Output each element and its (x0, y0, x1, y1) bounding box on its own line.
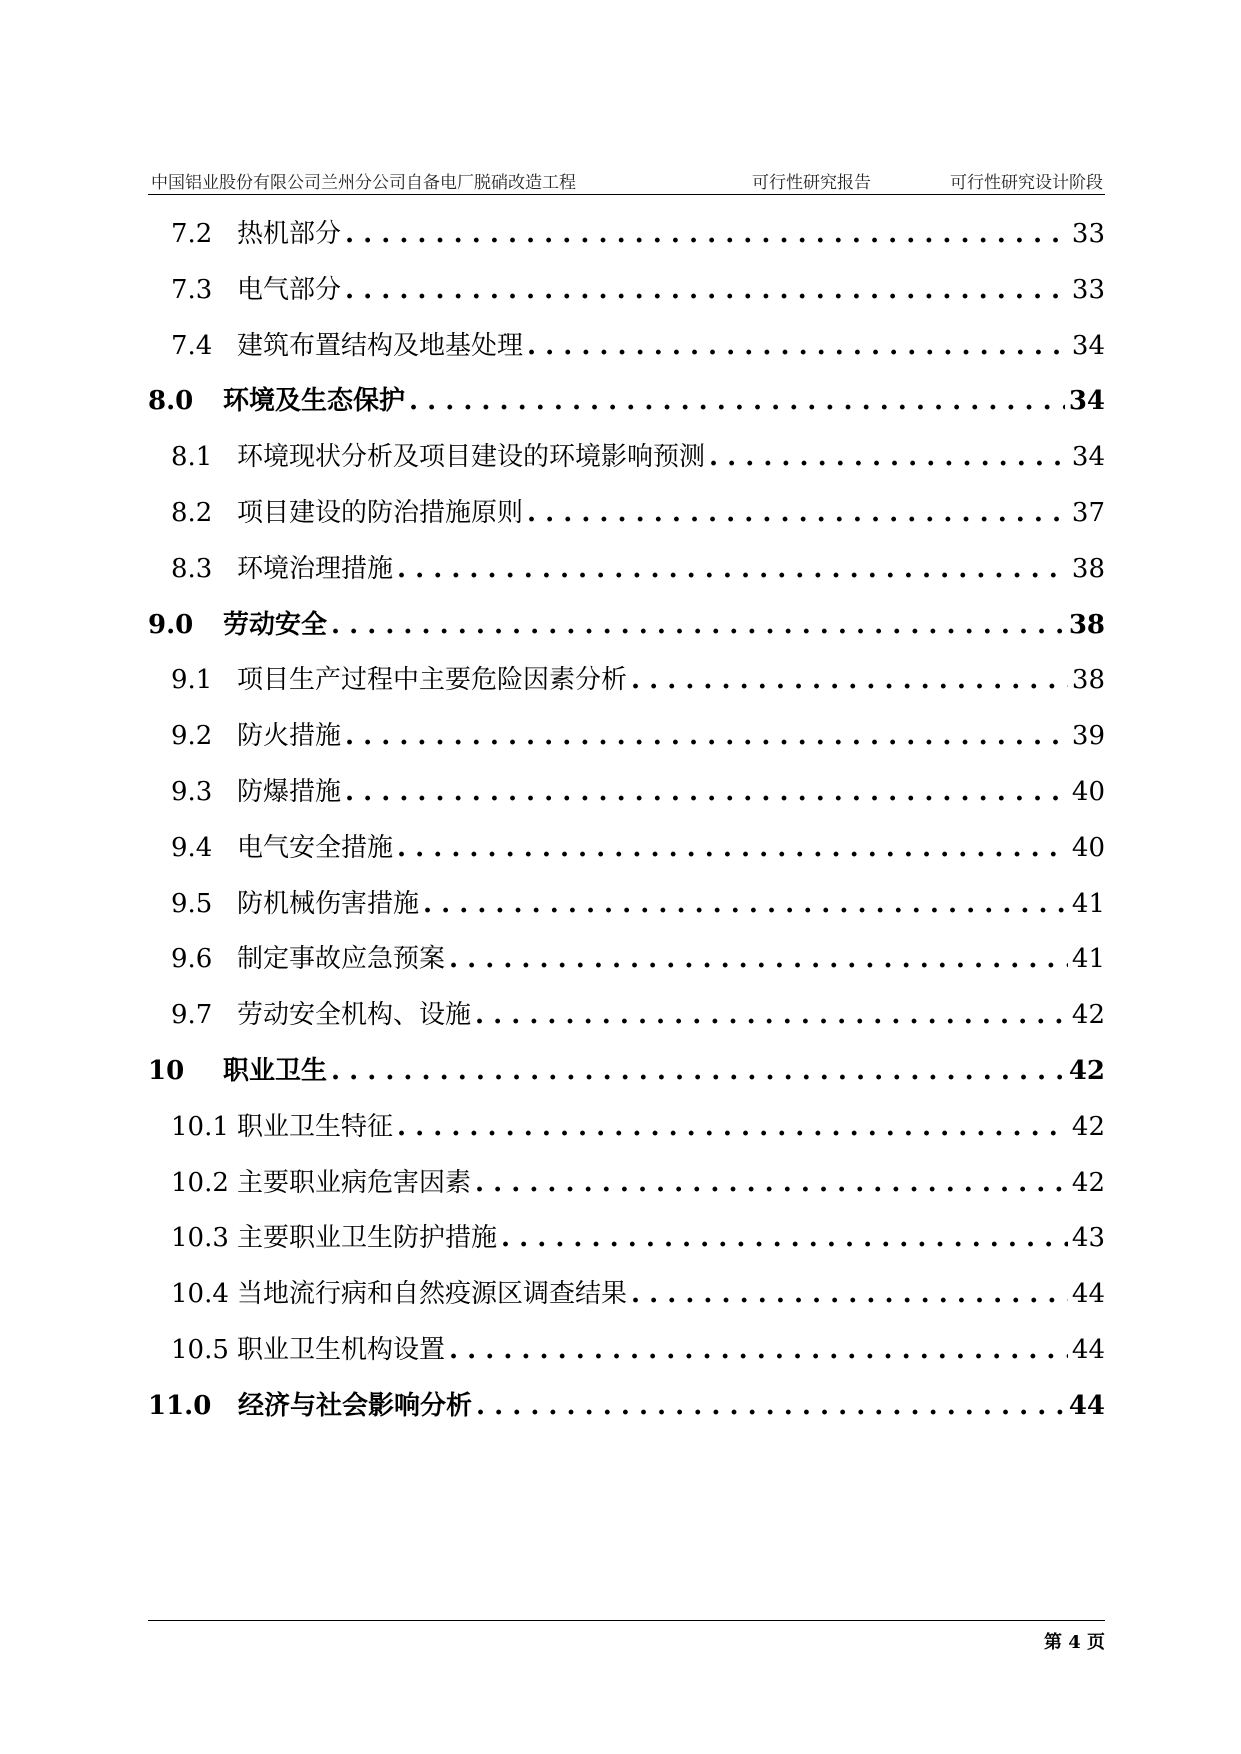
toc-entry-title: 经济与社会影响分析 (238, 1390, 473, 1421)
toc-entry-page: 44 (1071, 1335, 1105, 1365)
toc-entry-title: 环境现状分析及项目建设的环境影响预测 (237, 442, 706, 473)
toc-entry[interactable] (148, 1274, 1105, 1314)
toc-dot-leader (475, 995, 1068, 1035)
toc-entry-title: 当地流行病和自然疫源区调查结果 (237, 1279, 628, 1310)
toc-entry[interactable] (148, 1330, 1105, 1370)
toc-entry[interactable] (148, 1218, 1105, 1258)
toc-entry-page: 42 (1071, 1111, 1105, 1142)
toc-entry-page: 34 (1068, 386, 1105, 417)
toc-entry-page: 33 (1071, 274, 1105, 305)
toc-entry[interactable] (148, 381, 1105, 421)
toc-entry-number: 8.2 (171, 498, 213, 528)
toc-dot-leader (331, 1051, 1065, 1091)
toc-entry-title: 电气部分 (237, 274, 342, 305)
toc-entry[interactable] (148, 326, 1105, 366)
toc-dot-leader (331, 605, 1065, 645)
footer-divider (148, 1620, 1105, 1621)
toc-dot-leader (345, 716, 1068, 756)
toc-entry-number: 8.0 (148, 386, 194, 417)
toc-entry-page: 34 (1071, 330, 1105, 361)
header-design-stage: 可行性研究设计阶段 (950, 173, 1103, 193)
toc-entry-page: 39 (1071, 721, 1105, 752)
toc-entry-title: 电气安全措施 (237, 832, 394, 863)
toc-dot-leader (423, 884, 1068, 924)
toc-entry-title: 建筑布置结构及地基处理 (237, 330, 524, 361)
toc-entry[interactable] (148, 605, 1105, 645)
toc-entry-title: 劳动安全 (223, 609, 328, 640)
toc-dot-leader (631, 660, 1068, 700)
toc-dot-leader (476, 1386, 1065, 1426)
toc-dot-leader (397, 549, 1068, 589)
toc-entry-title: 项目生产过程中主要危险因素分析 (237, 665, 628, 696)
toc-entry-number: 10.2 (171, 1167, 229, 1198)
toc-entry-number: 8.3 (171, 553, 213, 584)
toc-entry[interactable] (148, 1107, 1105, 1147)
toc-entry-page: 42 (1071, 1167, 1105, 1198)
toc-entry[interactable] (148, 772, 1105, 812)
toc-dot-leader (397, 828, 1068, 868)
toc-entry-page: 33 (1071, 219, 1105, 249)
toc-entry-title: 主要职业卫生防护措施 (237, 1223, 498, 1254)
toc-dot-leader (501, 1218, 1068, 1258)
toc-dot-leader (475, 1163, 1068, 1203)
toc-entry-number: 11.0 (148, 1390, 212, 1421)
toc-entry-number: 7.2 (171, 219, 213, 249)
toc-entry-number: 7.3 (171, 274, 213, 305)
toc-entry-title: 项目建设的防治措施原则 (237, 498, 524, 528)
toc-entry-page: 38 (1071, 665, 1105, 696)
toc-dot-leader (345, 270, 1068, 310)
toc-dot-leader (409, 381, 1065, 421)
page-header (148, 162, 1105, 195)
toc-entry-page: 44 (1071, 1279, 1105, 1310)
toc-entry-title: 职业卫生特征 (237, 1111, 394, 1142)
toc-entry-number: 7.4 (171, 330, 213, 361)
toc-entry-title: 防火措施 (237, 721, 342, 752)
toc-entry-number: 10.1 (171, 1111, 229, 1142)
toc-entry-title: 环境治理措施 (237, 553, 394, 584)
toc-entry-number: 9.0 (148, 609, 194, 640)
toc-entry[interactable] (148, 884, 1105, 924)
toc-entry-number: 9.5 (171, 888, 213, 919)
toc-entry-title: 防爆措施 (237, 777, 342, 807)
page-number: 第 4 页 (1043, 1632, 1105, 1653)
toc-entry-page: 42 (1071, 1000, 1105, 1031)
toc-entry[interactable] (148, 1386, 1105, 1426)
toc-entry[interactable] (148, 995, 1105, 1035)
toc-entry[interactable] (148, 493, 1105, 533)
toc-entry-title: 职业卫生 (223, 1056, 328, 1086)
toc-entry-number: 10.3 (171, 1223, 229, 1254)
toc-entry-title: 热机部分 (237, 219, 342, 249)
toc-dot-leader (527, 493, 1068, 533)
toc-entry-title: 防机械伤害措施 (237, 888, 420, 919)
toc-entry-page: 37 (1071, 498, 1105, 528)
toc-entry-number: 10 (148, 1056, 185, 1086)
toc-dot-leader (631, 1274, 1068, 1314)
toc-entry-page: 42 (1068, 1056, 1105, 1086)
toc-entry-page: 43 (1071, 1223, 1105, 1254)
toc-dot-leader (397, 1107, 1068, 1147)
toc-entry[interactable] (148, 214, 1105, 254)
toc-entry-number: 9.6 (171, 944, 213, 975)
toc-entry-number: 9.4 (171, 832, 213, 863)
toc-entry-page: 34 (1071, 442, 1105, 473)
toc-entry[interactable] (148, 1163, 1105, 1203)
toc-entry-page: 38 (1068, 609, 1105, 640)
toc-entry-title: 劳动安全机构、设施 (237, 1000, 472, 1031)
toc-entry-page: 40 (1071, 777, 1105, 807)
toc-entry-number: 9.7 (171, 1000, 213, 1031)
toc-dot-leader (449, 1330, 1068, 1370)
toc-dot-leader (527, 326, 1068, 366)
toc-entry[interactable] (148, 660, 1105, 700)
toc-entry[interactable] (148, 437, 1105, 477)
toc-dot-leader (345, 214, 1068, 254)
toc-entry-title: 职业卫生机构设置 (237, 1335, 446, 1365)
toc-entry-page: 38 (1071, 553, 1105, 584)
toc-entry-number: 8.1 (171, 442, 213, 473)
toc-entry-title: 环境及生态保护 (223, 386, 406, 417)
toc-entry-title: 主要职业病危害因素 (237, 1167, 472, 1198)
toc-entry-number: 9.3 (171, 777, 213, 807)
toc-entry-number: 9.1 (171, 665, 213, 696)
toc-entry-number: 9.2 (171, 721, 213, 752)
toc-entry-page: 44 (1068, 1390, 1105, 1421)
toc-entry[interactable] (148, 549, 1105, 589)
toc-entry[interactable] (148, 828, 1105, 868)
header-report-type: 可行性研究报告 (752, 173, 871, 193)
toc-entry-title: 制定事故应急预案 (237, 944, 446, 975)
toc-entry-page: 40 (1071, 832, 1105, 863)
toc-dot-leader (345, 772, 1068, 812)
toc-entry-page: 41 (1071, 888, 1105, 919)
toc-entry-number: 10.4 (171, 1279, 229, 1310)
toc-dot-leader (709, 437, 1068, 477)
toc-dot-leader (449, 939, 1068, 979)
toc-entry[interactable] (148, 1051, 1105, 1091)
toc-entry[interactable] (148, 270, 1105, 310)
toc-entry[interactable] (148, 939, 1105, 979)
toc-entry[interactable] (148, 716, 1105, 756)
toc-entry-page: 41 (1071, 944, 1105, 975)
toc-entry-number: 10.5 (171, 1335, 229, 1365)
header-project-title: 中国铝业股份有限公司兰州分公司自备电厂脱硝改造工程 (151, 173, 576, 193)
